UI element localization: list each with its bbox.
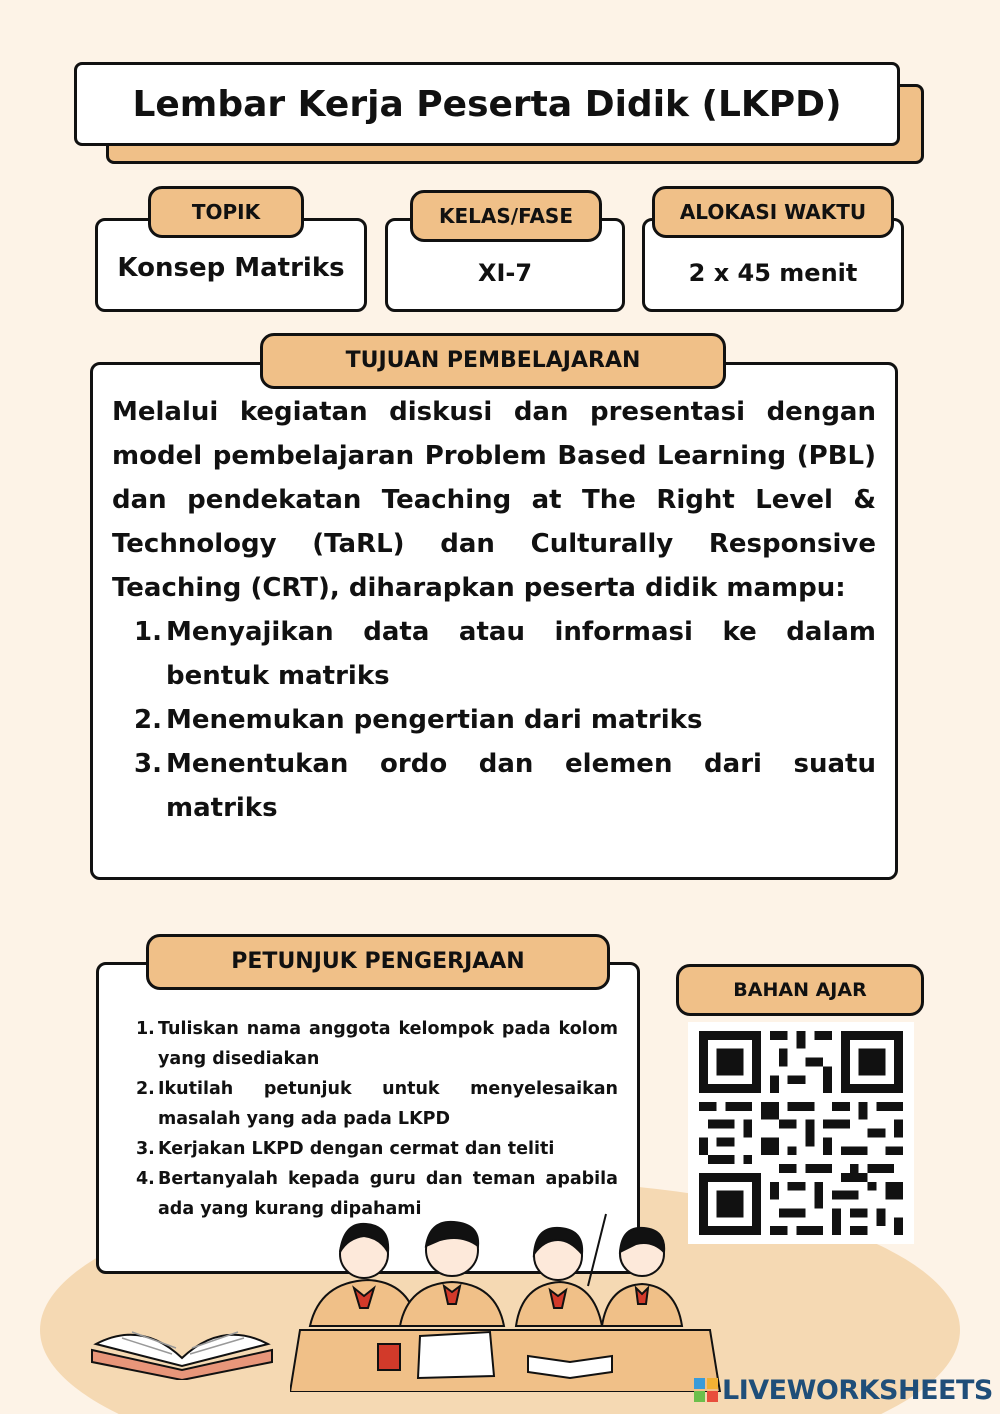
tujuan-intro: Melalui kegiatan diskusi dan presentasi dengan model pembelajaran Problem Based Learning (PBL) dan pendekatan Teaching at The Right Level & Technology (TaRL) dan Culturally Responsive Teaching (CRT), diharapkan peserta didik mampu: (112, 397, 876, 603)
list-text: Menyajikan data atau informasi ke dalam bentuk matriks (166, 617, 876, 691)
petunjuk-label: PETUNJUK PENGERJAAN (146, 934, 610, 990)
list-number: 3. (134, 749, 162, 779)
liveworksheets-brand-text: LIVEWORKSHEETS (722, 1374, 993, 1406)
list-number: 2. (136, 1079, 155, 1099)
list-number: 4. (136, 1169, 155, 1189)
liveworksheets-logo-icon (694, 1378, 718, 1402)
list-item (134, 698, 876, 742)
kelas-value: XI-7 (477, 259, 533, 287)
list-text: Menemukan pengertian dari matriks (166, 705, 703, 735)
list-item (136, 1134, 618, 1164)
list-text: Kerjakan LKPD dengan cermat dan teliti (158, 1139, 555, 1159)
topik-label: TOPIK (148, 186, 304, 238)
bahan-ajar-label: BAHAN AJAR (676, 964, 924, 1016)
petunjuk-list (136, 1014, 618, 1224)
list-item (136, 1074, 618, 1134)
tujuan-label: TUJUAN PEMBELAJARAN (260, 333, 726, 389)
list-item (134, 742, 876, 830)
waktu-value: 2 x 45 menit (688, 259, 858, 287)
list-number: 3. (136, 1139, 155, 1159)
list-item (136, 1014, 618, 1074)
list-number: 2. (134, 705, 162, 735)
tujuan-list (134, 610, 876, 830)
page-title: Lembar Kerja Peserta Didik (LKPD) (74, 62, 900, 146)
list-text: Menentukan ordo dan elemen dari suatu matriks (166, 749, 876, 823)
list-text: Ikutilah petunjuk untuk menyelesaikan masalah yang ada pada LKPD (158, 1079, 618, 1129)
list-number: 1. (136, 1019, 155, 1039)
kelas-label: KELAS/FASE (410, 190, 602, 242)
liveworksheets-logo (694, 1374, 994, 1406)
list-text: Tuliskan nama anggota kelompok pada kolom yang disediakan (158, 1019, 618, 1069)
open-book-icon (82, 1300, 282, 1380)
topik-value: Konsep Matriks (117, 253, 345, 283)
list-item (134, 610, 876, 698)
tujuan-text (112, 390, 876, 830)
waktu-label: ALOKASI WAKTU (652, 186, 894, 238)
list-text: Bertanyalah kepada guru dan teman apabila ada yang kurang dipahami (158, 1169, 618, 1219)
students-illustration (290, 1196, 730, 1392)
list-number: 1. (134, 617, 162, 647)
